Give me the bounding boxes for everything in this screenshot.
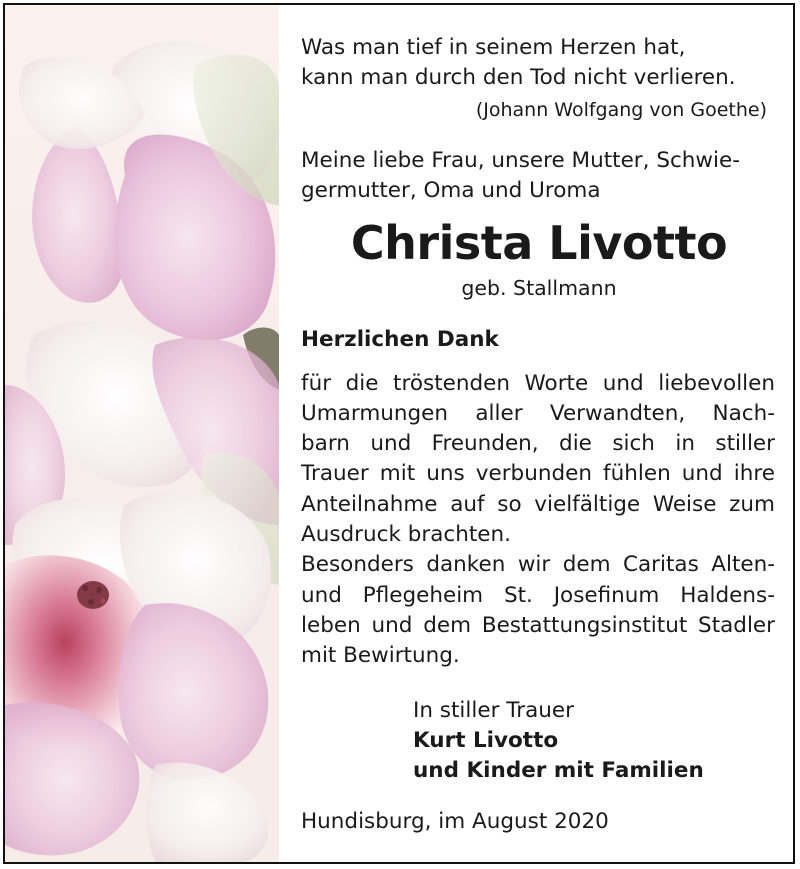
thanks-line: Anteilnahme auf so vielfältige Weise zum (301, 492, 775, 517)
thanks-line: und Pflegeheim St. Josefinum Haldens- (301, 583, 775, 608)
obituary-card (3, 3, 795, 864)
intro-line-2: germutter, Oma und Uroma (301, 178, 601, 203)
obituary-text (301, 5, 777, 862)
signature-intro: In stiller Trauer (413, 698, 574, 723)
quote-line-2: kann man durch den Tod nicht verlieren. (301, 65, 736, 90)
signature-family: und Kinder mit Familien (413, 758, 704, 783)
deceased-name: Christa Livotto (350, 216, 728, 270)
quote-attribution: (Johann Wolfgang von Goethe) (475, 99, 767, 121)
thanks-line: leben und dem Bestattungsinstitut Stadler (301, 613, 775, 638)
magnolia-flower-image (5, 5, 279, 862)
magnolia-illustration (5, 5, 279, 862)
thanks-line: für die tröstenden Worte und liebevollen (301, 371, 775, 396)
thanks-line: Umarmungen aller Verwandten, Nach- (301, 401, 775, 426)
thanks-line: barn und Freunden, die sich in stiller (301, 431, 775, 456)
thanks-line: Ausdruck brachten. (301, 522, 511, 547)
signature-name: Kurt Livotto (413, 728, 559, 753)
thanks-line: Trauer mit uns verbunden fühlen und ihre (301, 461, 775, 486)
intro-line-1: Meine liebe Frau, unsere Mutter, Schwie- (301, 148, 740, 173)
quote-line-1: Was man tief in seinem Herzen hat, (301, 35, 686, 60)
thanks-line: Besonders danken wir dem Caritas Alten- (301, 552, 775, 577)
birth-name: geb. Stallmann (461, 276, 617, 300)
thanks-line: mit Bewirtung. (301, 643, 460, 668)
place-date: Hundisburg, im August 2020 (301, 809, 609, 834)
thanks-heading: Herzlichen Dank (301, 327, 499, 352)
